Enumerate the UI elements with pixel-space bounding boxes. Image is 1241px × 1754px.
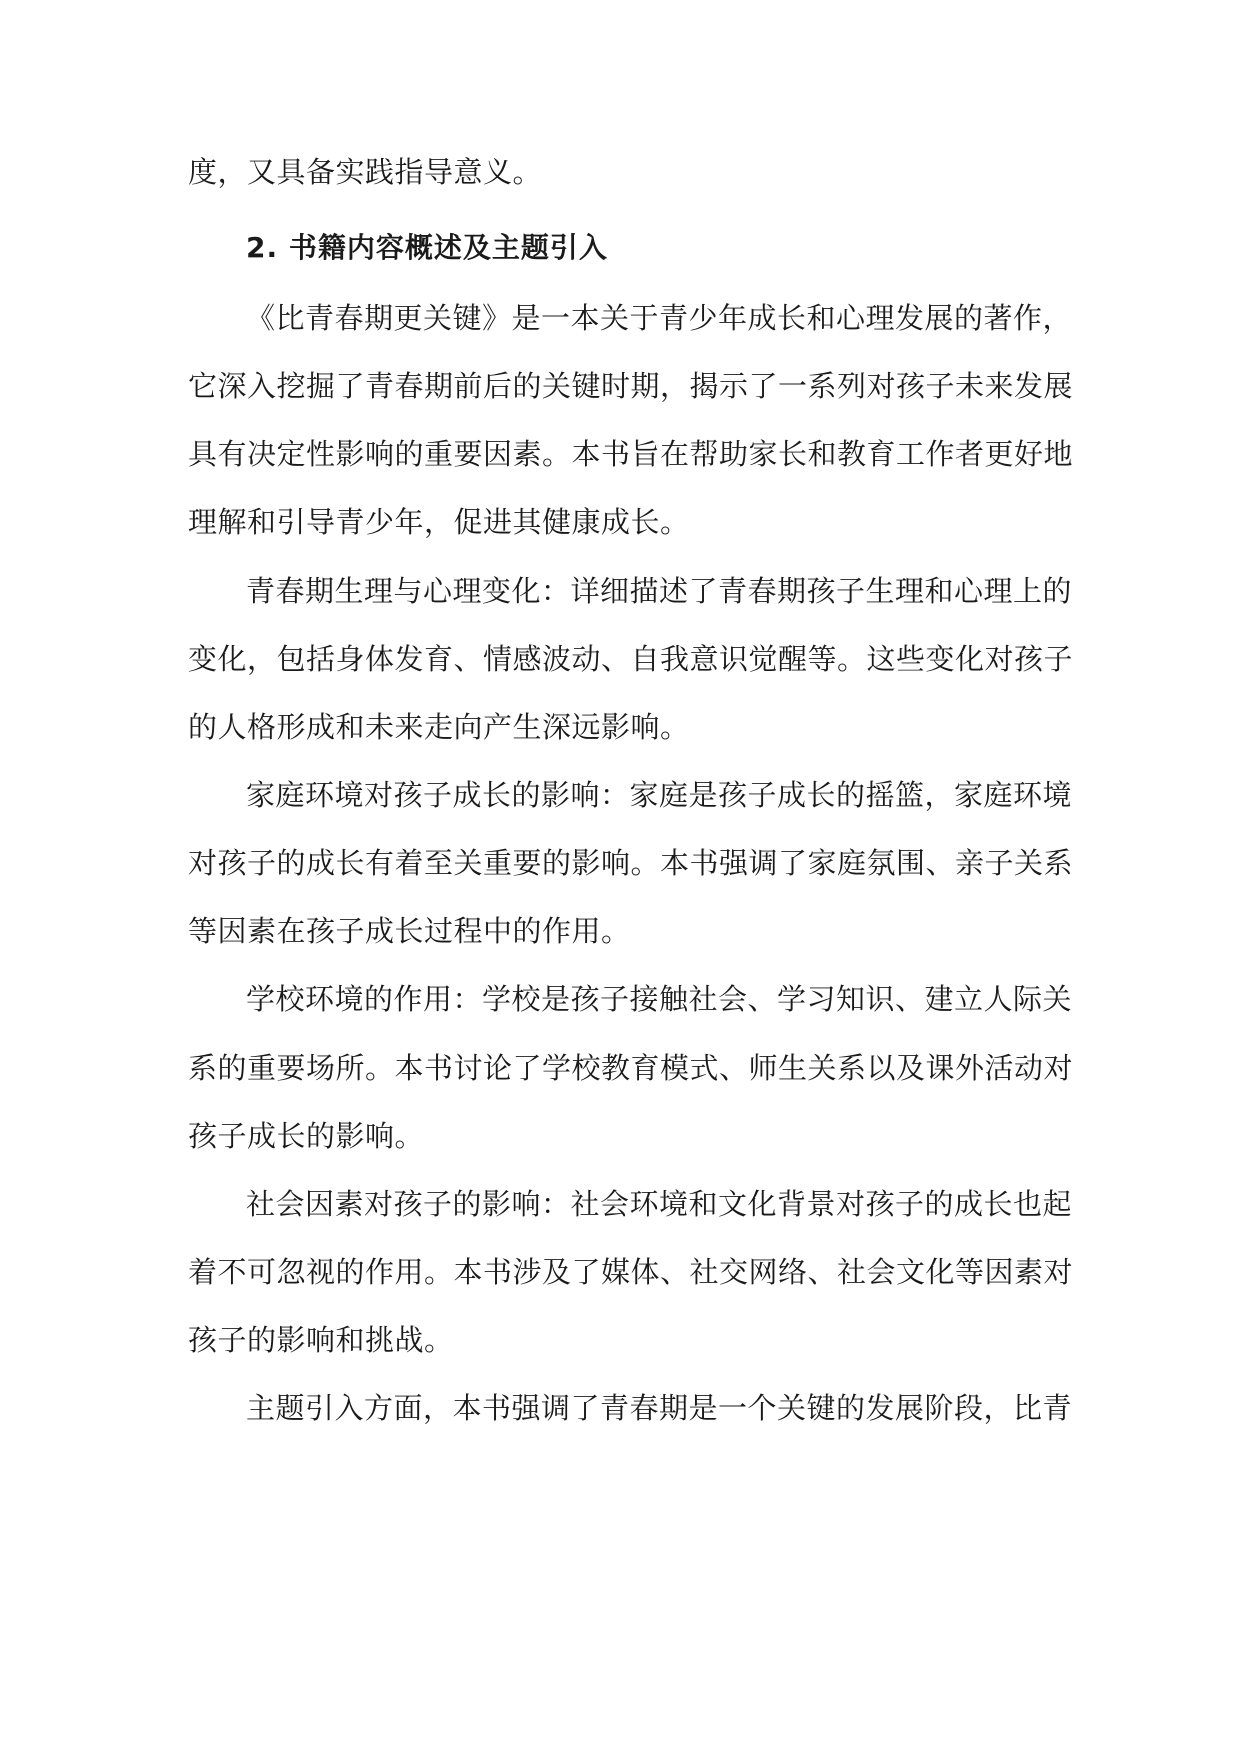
paragraph-line: 家庭环境对孩子成长的影响：家庭是孩子成长的摇篮，家庭环境 (246, 778, 1073, 812)
paragraph-line: 学校环境的作用：学校是孩子接触社会、学习知识、建立人际关 (246, 982, 1073, 1016)
paragraph-line: 孩子的影响和挑战。 (188, 1323, 454, 1357)
paragraph-line: 《比青春期更关键》是一本关于青少年成长和心理发展的著作， (246, 301, 1073, 335)
paragraph-line: 孩子成长的影响。 (188, 1119, 425, 1153)
section-heading: 2. 书籍内容概述及主题引入 (246, 231, 608, 264)
paragraph-line: 等因素在孩子成长过程中的作用。 (188, 914, 631, 948)
paragraph-continuation-line: 度，又具备实践指导意义。 (188, 155, 543, 189)
paragraph-line: 它深入挖掘了青春期前后的关键时期，揭示了一系列对孩子未来发展 (188, 369, 1074, 403)
paragraph-line: 青春期生理与心理变化：详细描述了青春期孩子生理和心理上的 (246, 574, 1073, 608)
paragraph-line: 的人格形成和未来走向产生深远影响。 (188, 710, 690, 744)
paragraph-line: 变化，包括身体发育、情感波动、自我意识觉醒等。这些变化对孩子 (188, 642, 1074, 676)
paragraph-line: 对孩子的成长有着至关重要的影响。本书强调了家庭氛围、亲子关系 (188, 846, 1074, 880)
paragraph-line: 着不可忽视的作用。本书涉及了媒体、社交网络、社会文化等因素对 (188, 1255, 1074, 1289)
paragraph-line: 系的重要场所。本书讨论了学校教育模式、师生关系以及课外活动对 (188, 1051, 1074, 1085)
paragraph-line: 具有决定性影响的重要因素。本书旨在帮助家长和教育工作者更好地 (188, 437, 1074, 471)
paragraph-line: 主题引入方面，本书强调了青春期是一个关键的发展阶段，比青 (246, 1391, 1073, 1425)
paragraph-line: 社会因素对孩子的影响：社会环境和文化背景对孩子的成长也起 (246, 1187, 1073, 1221)
paragraph-line: 理解和引导青少年，促进其健康成长。 (188, 505, 690, 539)
